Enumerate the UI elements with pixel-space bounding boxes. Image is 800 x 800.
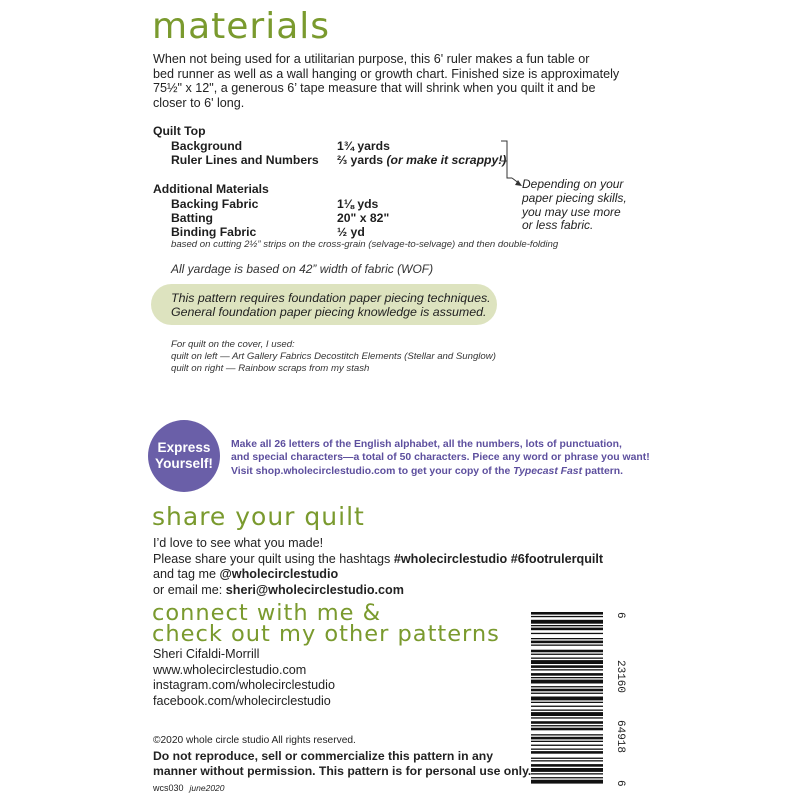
requirement-callout-text: [171, 291, 491, 320]
barcode-bar: [531, 702, 603, 703]
additional-materials-heading: Additional Materials: [153, 182, 269, 196]
material-value: 1⅛ yds: [337, 197, 379, 211]
note-line: paper piecing skills,: [522, 190, 627, 205]
share-text: [153, 536, 603, 598]
email-address: sheri@wholecirclestudio.com: [225, 582, 404, 597]
material-value: [337, 153, 506, 167]
facebook-link: facebook.com/wholecirclestudio: [153, 693, 331, 708]
barcode-bar: [531, 764, 603, 767]
barcode-bar: [531, 693, 603, 694]
share-line: I’d love to see what you made!: [153, 536, 324, 550]
share-title: share your quilt: [152, 502, 365, 531]
share-line: [153, 583, 603, 599]
pattern-name: Typecast Fast: [513, 465, 583, 477]
callout-line: General foundation paper piecing knowledge is assumed.: [171, 305, 487, 320]
barcode-bar: [531, 780, 603, 784]
barcode-bar: [531, 660, 603, 664]
barcode-bar: [531, 745, 603, 746]
barcode-bar: [531, 706, 603, 707]
barcode-bar: [531, 638, 603, 639]
barcode-bars: [531, 612, 603, 784]
instagram-link: instagram.com/wholecirclestudio: [153, 678, 335, 693]
barcode-bar: [531, 697, 603, 701]
barcode-bar: [531, 773, 603, 774]
barcode-bar: [531, 665, 603, 668]
contact-list: [153, 647, 335, 709]
social-handle: @wholecirclestudio: [219, 567, 339, 582]
intro-line: 75½" x 12", a generous 6’ tape measure that will shrink when you quilt it and be: [153, 81, 596, 96]
share-prefix: and tag me: [153, 567, 220, 582]
pattern-code: [153, 783, 225, 793]
promo-line: and special characters—a total of 50 characters. Piece any word or phrase you want!: [231, 452, 650, 464]
barcode-bar: [531, 645, 603, 646]
wof-note: All yardage is based on 42” width of fabric (WOF): [171, 262, 434, 276]
barcode-bar: [531, 680, 603, 684]
designer-name: Sheri Cifaldi-Morrill: [153, 647, 260, 661]
barcode-bar: [531, 712, 603, 716]
barcode-bar: [531, 658, 603, 659]
barcode-bar: [531, 686, 603, 687]
material-label: Background: [171, 139, 243, 153]
cover-note-line: quilt on left — Art Gallery Fabrics Decostitch Elements (Stellar and Sunglow): [171, 351, 496, 362]
barcode-bar: [531, 751, 603, 754]
intro-line: bed runner as well as a wall hanging or growth chart. Finished size is approximately: [153, 66, 620, 81]
ruler-scrappy-note: (or make it scrappy!): [386, 153, 507, 167]
note-line: you may use more: [522, 204, 621, 219]
barcode-bar: [531, 725, 603, 726]
material-label: Ruler Lines and Numbers: [171, 153, 319, 167]
promo-suffix: pattern.: [582, 465, 624, 477]
share-prefix: or email me:: [153, 582, 226, 597]
barcode-bar: [531, 669, 603, 670]
barcode-bar: [531, 758, 603, 759]
barcode-bar: [531, 717, 603, 718]
barcode-bar: [531, 628, 603, 631]
copyright: ©2020 whole circle studio All rights reserved.: [153, 735, 356, 746]
barcode-bar: [531, 734, 603, 735]
barcode-digits-last: 6: [614, 780, 626, 787]
material-label: Backing Fabric: [171, 197, 259, 211]
barcode-bar: [531, 710, 603, 711]
material-value: 20" x 82": [337, 211, 390, 225]
pattern-id: wcs030: [153, 783, 184, 793]
barcode-bar: [531, 673, 603, 676]
connect-title: [152, 600, 500, 647]
barcode-bar: [531, 620, 603, 624]
barcode: [529, 610, 626, 790]
barcode-bar: [531, 689, 603, 692]
typecast-promo: [231, 438, 650, 478]
barcode-bar: [531, 633, 603, 634]
note-line: or less fabric.: [522, 218, 594, 233]
callout-line: This pattern requires foundation paper piecing techniques.: [171, 291, 491, 305]
barcode-bar: [531, 677, 603, 678]
barcode-digits-top: 6: [614, 612, 626, 619]
barcode-bar: [531, 650, 603, 653]
intro-line: When not being used for a utilitarian purpose, this 6' ruler makes a fun table or: [153, 52, 590, 66]
promo-line: [231, 465, 650, 478]
barcode-bar: [531, 737, 603, 740]
barcode-bar: [531, 741, 603, 742]
usage-rights: [153, 749, 531, 779]
materials-intro: [153, 52, 643, 110]
pattern-date: june2020: [189, 783, 225, 793]
share-line: [153, 567, 603, 583]
barcode-bar: [531, 777, 603, 778]
barcode-bar: [531, 749, 603, 750]
barcode-bar: [531, 625, 603, 626]
share-prefix: Please share your quilt using the hashtags: [153, 551, 394, 566]
barcode-bar: [531, 721, 603, 724]
rights-line: Do not reproduce, sell or commercialize this pattern in any: [153, 749, 493, 763]
barcode-bar: [531, 612, 603, 615]
cover-note-line: quilt on right — Rainbow scraps from my stash: [171, 363, 370, 374]
ruler-yardage: ⅔ yards: [337, 153, 384, 167]
connect-title-line: check out my other patterns: [152, 621, 500, 647]
promo-line: Make all 26 letters of the English alphabet, all the numbers, lots of punctuation,: [231, 439, 622, 450]
website-link: www.wholecirclestudio.com: [153, 662, 307, 677]
binding-note: based on cutting 2½” strips on the cross-grain (selvage-to-selvage) and then double-folding: [171, 239, 559, 250]
connect-title-line: connect with me &: [152, 600, 382, 626]
intro-line: closer to 6' long.: [153, 95, 245, 110]
express-yourself-badge: [148, 420, 220, 492]
hashtags: #wholecirclestudio #6footrulerquilt: [393, 551, 604, 566]
barcode-digits-bottom: 23160: [614, 660, 626, 694]
barcode-bar: [531, 654, 603, 655]
barcode-bar: [531, 616, 603, 617]
material-label: Binding Fabric: [171, 225, 257, 239]
barcode-bar: [531, 641, 603, 644]
material-label: Batting: [171, 211, 213, 225]
quilt-top-heading: Quilt Top: [153, 124, 206, 138]
barcode-bar: [531, 768, 603, 772]
cover-fabric-note: [171, 339, 496, 375]
badge-line: Express: [157, 440, 211, 455]
paper-piecing-note: [522, 178, 662, 233]
barcode-bar: [531, 728, 603, 731]
material-value: ½ yd: [337, 225, 365, 239]
note-line: Depending on your: [522, 177, 624, 191]
barcode-digits-middle: 64918: [614, 720, 626, 754]
materials-title: materials: [152, 6, 331, 47]
cover-note-line: For quilt on the cover, I used:: [171, 339, 295, 350]
material-value: 1¾ yards: [337, 139, 390, 153]
promo-link-text: Visit shop.wholecirclestudio.com to get your copy of the: [231, 465, 514, 477]
share-line: [153, 552, 603, 568]
badge-line: Yourself!: [155, 456, 213, 471]
barcode-bar: [531, 760, 603, 761]
rights-line: manner without permission. This pattern is for personal use only.: [153, 764, 532, 778]
